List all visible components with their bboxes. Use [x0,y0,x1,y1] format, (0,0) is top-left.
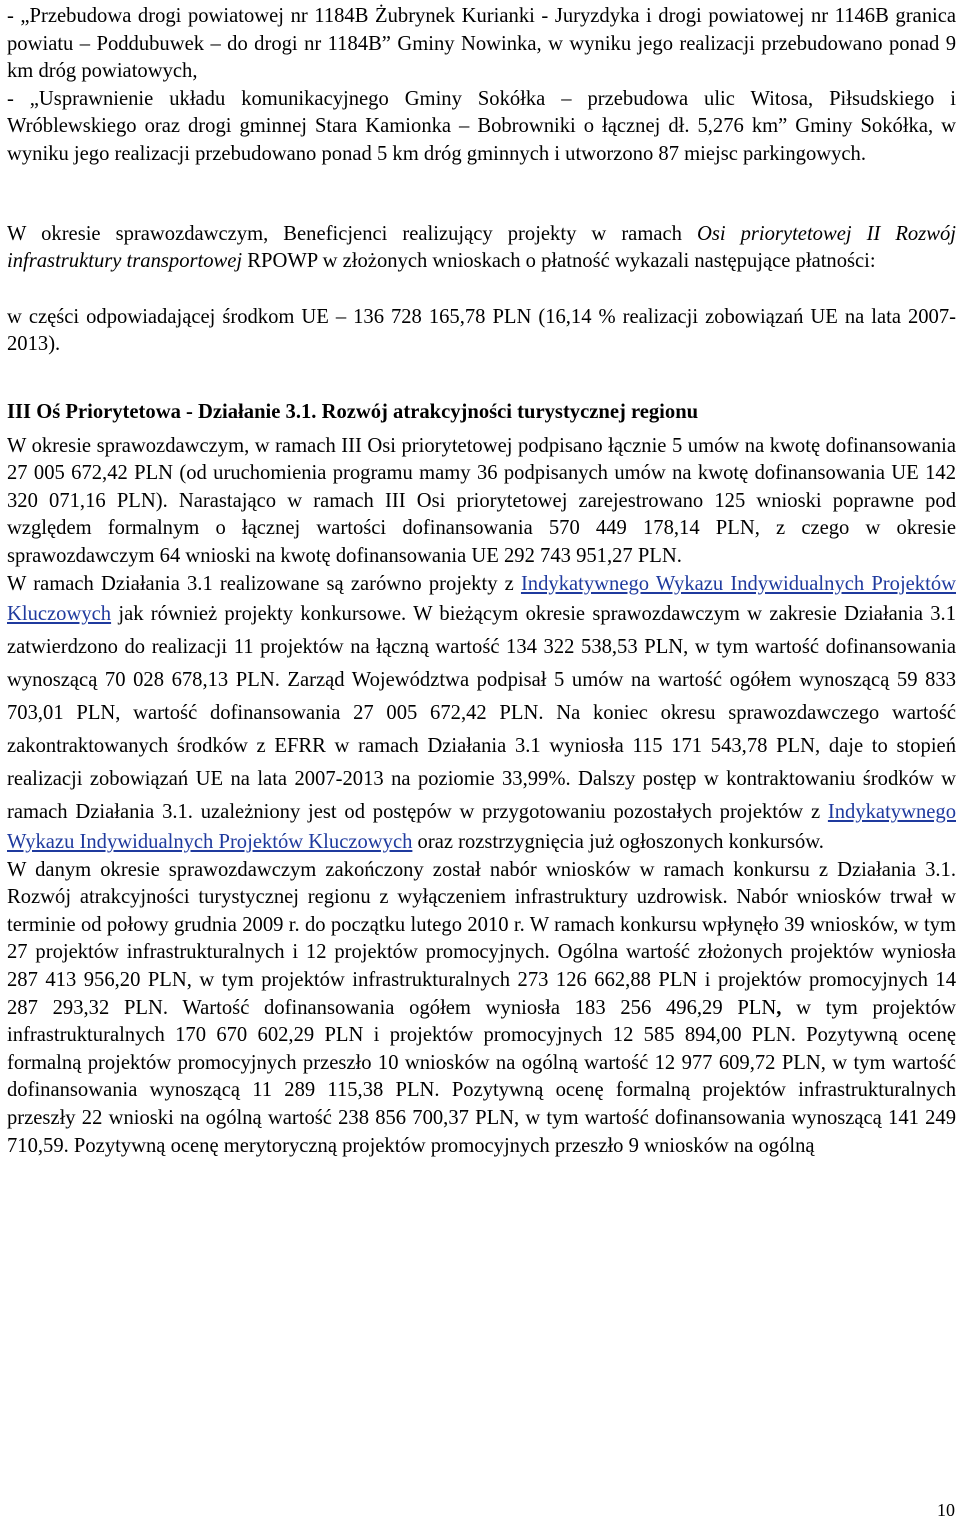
text-run: RPOWP w złożonych wnioskach o płatność wykazali następujące płatności: [242,250,876,273]
bold-comma: , [776,996,782,1019]
link-key-projects-list[interactable]: Indykatywnego Wykazu Indywidualnych Projektów Kluczowych [7,572,956,626]
paragraph-axis-3-summary: W okresie sprawozdawczym, w ramach III Osi priorytetowej podpisano łącznie 5 umów na kwotę dofinansowania 27 005 672,42 PLN (od uruchomienia programu mamy 36 podpisanych umów na kwotę dofinansowania UE 142 320 071,16 PLN). Narastająco w ramach III Osi priorytetowej zarejestrowano 125 wnioski poprawne pod względem formalnym o łącznej wartości dofinansowania 570 449 178,14 PLN, z czego w okresie sprawozdawczym 64 wnioski na kwotę dofinansowania UE 292 743 951,27 PLN. [7,434,956,567]
paragraph-eu-share: w części odpowiadającej środkom UE – 136 728 165,78 PLN (16,14 % realizacji zobowiązań UE na lata 2007-2013). [7,305,956,356]
section-heading: III Oś Priorytetowa - Działanie 3.1. Rozwój atrakcyjności turystycznej regionu [7,400,699,423]
text-run: w tym projektów infrastrukturalnych 170 670 602,29 PLN i projektów promocyjnych 12 585 894,00 PLN. Pozytywną ocenę formalną projektów promocyjnych przeszło 10 wniosków na ogólną wartość 12 977 609,72 PLN, w tym wartość dofinansowania wynoszącą 11 289 115,38 PLN. Pozytywną ocenę formalną projektów infrastrukturalnych przeszły 22 wnioski na ogólną wartość 238 856 700,37 PLN, w tym wartość dofinansowania wynoszącą 141 249 710,59. Pozytywną ocenę merytoryczną projektów promocyjnych przeszło 9 wniosków na ogólną [7,996,956,1157]
italic-axis-name: Osi priorytetowej II Rozwój infrastruktury transportowej [7,222,956,273]
text-run: oraz rozstrzygnięcia już ogłoszonych konkursów. [412,831,824,854]
paragraph-contest-results [7,857,956,1161]
paragraph-axis-2-payments [7,221,956,276]
text-run: jak również projekty konkursowe. W bieżącym okresie sprawozdawczym w zakresie Działania 3.1 zatwierdzono do realizacji 11 projektów na łączną wartość 134 322 538,53 PLN, w tym wartość dofinansowania wynoszącą 70 028 678,13 PLN. Zarząd Województwa podpisał 5 umów na wartość ogółem wynoszącą 59 833 703,01 PLN, wartość dofinansowania 27 005 672,42 PLN. Na koniec okresu sprawozdawczego wartość zakontraktowanych środków z EFRR w ramach Działania 3.1 wyniosła 115 171 543,78 PLN, daje to stopień realizacji zobowiązań UE na lata 2007-2013 na poziomie 33,99%. Dalszy postęp w kontraktowaniu środków w ramach Działania 3.1. uzależniony jest od postępów w przygotowaniu pozostałych projektów z [7,603,956,824]
text-run: W ramach Działania 3.1 realizowane są zarówno projekty z [7,572,521,595]
spacer [7,359,956,399]
page-number: 10 [937,1500,955,1520]
document-page [7,3,956,1160]
paragraph-measure-3-1 [7,571,956,857]
text-run: W danym okresie sprawozdawczym zakończony został nabór wniosków w ramach konkursu z Działania 3.1. Rozwój atrakcyjności turystycznej regionu z wyłączeniem infrastruktury uzdrowisk. Nabór wniosków trwał w terminie od połowy grudnia 2009 r. do początku lutego 2010 r. W ramach konkursu wpłynęło 39 wniosków, w tym 27 projektów infrastrukturalnych i 12 projektów promocyjnych. Ogólna wartość złożonych projektów wyniosła 287 413 956,20 PLN, w tym projektów infrastrukturalnych 273 126 662,88 PLN i projektów promocyjnych 14 287 293,32 PLN. Wartość dofinansowania ogółem wyniosła 183 256 496,29 PLN [7,858,956,1019]
spacer [7,276,956,304]
link-key-projects-list-2[interactable]: Indykatywnego Wykazu Indywidualnych Projektów Kluczowych [7,801,956,854]
bullet-item-sokolka: - „Usprawnienie układu komunikacyjnego Gminy Sokółka – przebudowa ulic Witosa, Piłsudskiego i Wróblewskiego oraz drogi gminnej Stara Kamionka – Bobrowniki o łącznej dł. 5,276 km” Gminy Sokółka, w wyniku jego realizacji przebudowano ponad 5 km dróg gminnych i utworzono 87 miejsc parkingowych. [7,87,956,165]
spacer [7,169,956,221]
text-run: W okresie sprawozdawczym, Beneficjenci realizujący projekty w ramach [7,222,697,245]
bullet-item-nowinka: - „Przebudowa drogi powiatowej nr 1184B Żubrynek Kurianki - Juryzdyka i drogi powiatowej nr 1146B granica powiatu – Poddubuwek – do drogi nr 1184B” Gminy Nowinka, w wyniku jego realizacji przebudowano ponad 9 km dróg powiatowych, [7,5,956,83]
